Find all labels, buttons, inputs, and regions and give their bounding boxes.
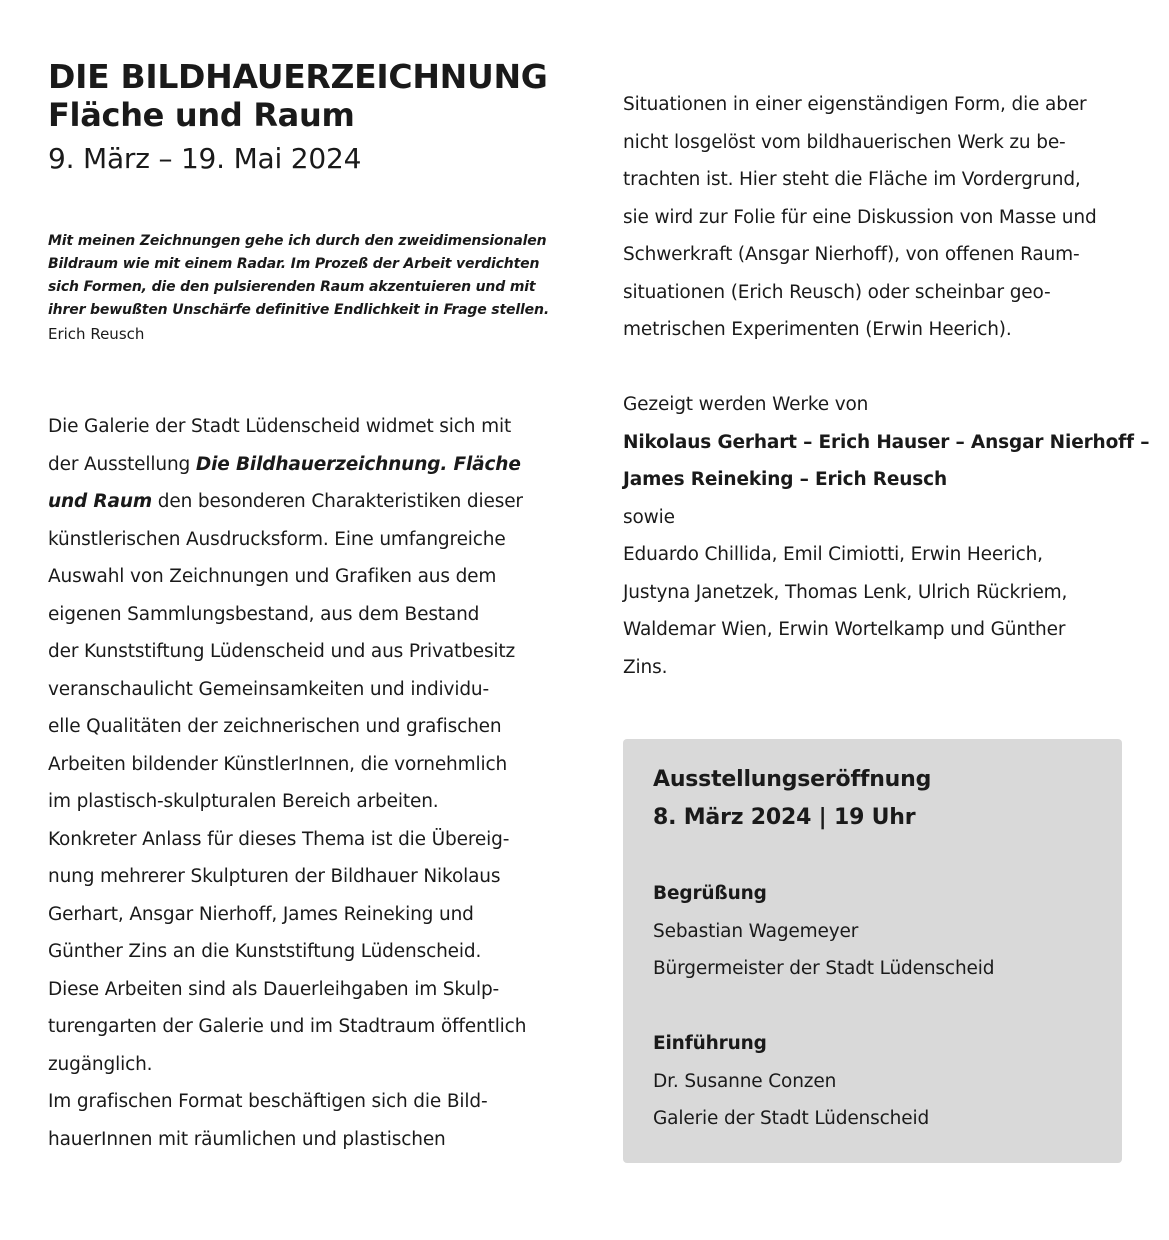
introduction-section (653, 1025, 1093, 1138)
quote (48, 230, 568, 322)
opening-heading: Ausstellungseröffnung (653, 767, 932, 792)
body-line: nicht losgelöst vom bildhauerischen Werk zu be- (623, 131, 1066, 153)
quote-line: Mit meinen Zeichnungen gehe ich durch den zweidimensionalen (48, 233, 547, 249)
body-line: Im grafischen Format beschäftigen sich die Bild- (48, 1091, 488, 1112)
body-line-text: der Ausstellung (48, 453, 196, 475)
body-line: sie wird zur Folie für eine Diskussion von Masse und (623, 206, 1097, 228)
welcome-speaker-name: Sebastian Wagemeyer (653, 920, 859, 942)
body-line: metrischen Experimenten (Erwin Heerich). (623, 319, 1012, 340)
body-line: Gerhart, Ansgar Nierhoff, James Reineking und (48, 903, 474, 925)
introduction-label: Einführung (653, 1033, 767, 1054)
body-line: Die Galerie der Stadt Lüdenscheid widmet sich mit (48, 416, 512, 437)
quote-author: Erich Reusch (48, 325, 145, 343)
additional-artists-line: Waldemar Wien, Erwin Wortelkamp und Günther (623, 619, 1066, 640)
quote-line: Bildraum wie mit einem Radar. Im Prozeß der Arbeit verdichten (48, 256, 540, 272)
exhibition-title-emphasis: Die Bildhauerzeichnung. Fläche (195, 453, 521, 475)
additional-artists-line: Justyna Janetzek, Thomas Lenk, Ulrich Rückriem, (623, 581, 1068, 603)
body-line: Günther Zins an die Kunststiftung Lüdenscheid. (48, 941, 482, 962)
opening-datetime: 8. März 2024 | 19 Uhr (653, 805, 916, 830)
opening-info-box (623, 739, 1122, 1163)
welcome-speaker-role: Bürgermeister der Stadt Lüdenscheid (653, 958, 995, 979)
body-line: zugänglich. (48, 1053, 153, 1075)
body-line: Auswahl von Zeichnungen und Grafiken aus dem (48, 566, 497, 587)
body-line (48, 483, 568, 521)
featured-artists-line: Nikolaus Gerhart – Erich Hauser – Ansgar Nierhoff – (623, 431, 1150, 453)
body-text-right (623, 86, 1150, 686)
body-line: elle Qualitäten der zeichnerischen und grafischen (48, 716, 502, 737)
body-line: Arbeiten bildender KünstlerInnen, die vornehmlich (48, 753, 508, 775)
body-line: hauerInnen mit räumlichen und plastischen (48, 1128, 446, 1150)
body-line: Diese Arbeiten sind als Dauerleihgaben im Skulp- (48, 978, 500, 1000)
artists-connector: sowie (623, 506, 675, 528)
page-title: DIE BILDHAUERZEICHNUNG (48, 57, 548, 96)
body-line: Situationen in einer eigenständigen Form, die aber (623, 94, 1087, 115)
welcome-section (653, 875, 1093, 988)
body-line (48, 446, 568, 484)
introduction-speaker-name: Dr. Susanne Conzen (653, 1070, 837, 1092)
page-subtitle: Fläche und Raum (48, 96, 355, 134)
quote-line: sich Formen, die den pulsierenden Raum akzentuieren und mit (48, 279, 536, 295)
right-column (623, 86, 1150, 686)
introduction-speaker-role: Galerie der Stadt Lüdenscheid (653, 1108, 930, 1129)
opening-info-content (653, 761, 1093, 1138)
body-line: im plastisch-skulpturalen Bereich arbeiten. (48, 791, 439, 812)
additional-artists-line: Zins. (623, 656, 668, 678)
welcome-label: Begrüßung (653, 883, 767, 904)
body-line: der Kunststiftung Lüdenscheid und aus Privatbesitz (48, 641, 516, 662)
left-column (48, 58, 568, 1158)
body-text-left (48, 408, 568, 1158)
body-line: turengarten der Galerie und im Stadtraum öffentlich (48, 1016, 527, 1037)
exhibition-title-emphasis: und Raum (48, 491, 153, 512)
exhibition-dates: 9. März – 19. Mai 2024 (48, 142, 362, 175)
body-line: Konkreter Anlass für dieses Thema ist die Übereig- (48, 828, 510, 850)
additional-artists-line: Eduardo Chillida, Emil Cimiotti, Erwin Heerich, (623, 544, 1043, 565)
quote-line: ihrer bewußten Unschärfe definitive Endlichkeit in Frage stellen. (48, 302, 550, 318)
body-line: nung mehrerer Skulpturen der Bildhauer Nikolaus (48, 866, 501, 887)
body-line: Schwerkraft (Ansgar Nierhoff), von offenen Raum- (623, 244, 1080, 265)
body-line: veranschaulicht Gemeinsamkeiten und individu- (48, 678, 490, 700)
featured-artists-line: James Reineking – Erich Reusch (623, 469, 947, 490)
body-line: künstlerischen Ausdrucksform. Eine umfangreiche (48, 528, 506, 550)
artists-intro: Gezeigt werden Werke von (623, 394, 869, 415)
body-line-text: den besonderen Charakteristiken dieser (152, 491, 523, 512)
body-line: situationen (Erich Reusch) oder scheinbar geo- (623, 281, 1051, 303)
body-line: trachten ist. Hier steht die Fläche im Vordergrund, (623, 169, 1081, 190)
body-line: eigenen Sammlungsbestand, aus dem Bestand (48, 603, 480, 625)
paragraph-gap (623, 349, 1123, 387)
